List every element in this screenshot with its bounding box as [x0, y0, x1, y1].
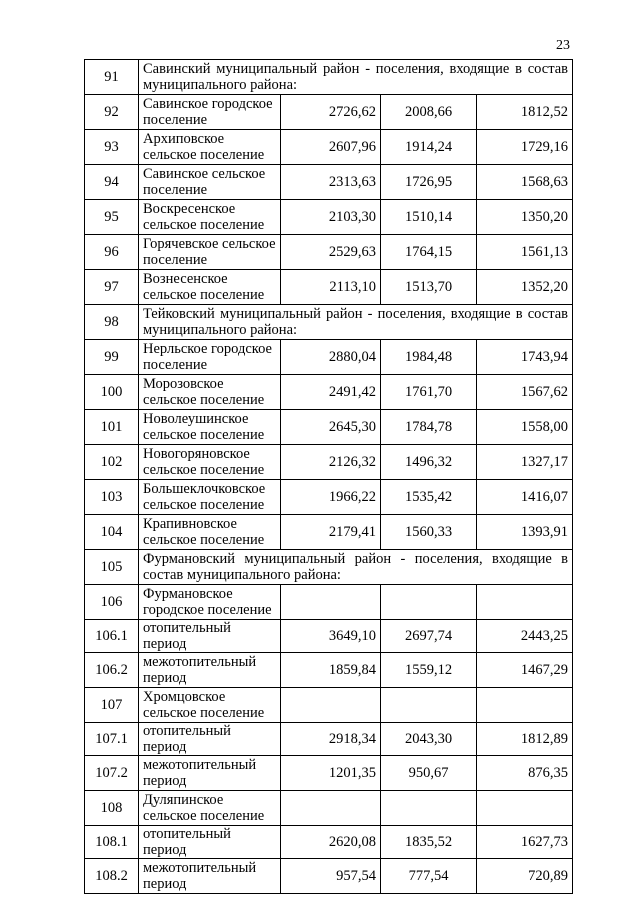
value-cell-3: 1729,16	[477, 130, 573, 165]
settlement-name: Савинское сельское поселение	[139, 165, 281, 200]
settlement-name: Крапивновское сельское поселение	[139, 515, 281, 550]
row-number: 91	[85, 60, 139, 95]
row-number: 92	[85, 95, 139, 130]
row-number: 94	[85, 165, 139, 200]
value-cell-2: 1761,70	[381, 375, 477, 410]
settlement-name: отопительный период	[139, 723, 281, 756]
value-cell-2: 1784,78	[381, 410, 477, 445]
table-row	[85, 340, 573, 375]
value-cell-3	[477, 791, 573, 826]
settlement-name: Дуляпинское сельское поселение	[139, 791, 281, 826]
row-number: 93	[85, 130, 139, 165]
value-cell-1	[281, 585, 381, 620]
value-cell-1	[281, 791, 381, 826]
table-row	[85, 515, 573, 550]
value-cell-2: 1835,52	[381, 826, 477, 859]
settlement-name: Новолеушинское сельское поселение	[139, 410, 281, 445]
value-cell-2	[381, 791, 477, 826]
row-number: 104	[85, 515, 139, 550]
value-cell-3	[477, 585, 573, 620]
row-number: 101	[85, 410, 139, 445]
value-cell-3: 1567,62	[477, 375, 573, 410]
row-number: 95	[85, 200, 139, 235]
value-cell-2: 1535,42	[381, 480, 477, 515]
value-cell-1: 1966,22	[281, 480, 381, 515]
value-cell-1: 2126,32	[281, 445, 381, 480]
settlement-name: Вознесенское сельское поселение	[139, 270, 281, 305]
row-number: 103	[85, 480, 139, 515]
settlement-name: Фурмановское городское поселение	[139, 585, 281, 620]
settlement-name: Хромцовское сельское поселение	[139, 688, 281, 723]
value-cell-1: 2918,34	[281, 723, 381, 756]
row-number: 108	[85, 791, 139, 826]
value-cell-3: 1467,29	[477, 653, 573, 688]
value-cell-2	[381, 585, 477, 620]
table-row	[85, 756, 573, 791]
table-row	[85, 270, 573, 305]
value-cell-1: 2529,63	[281, 235, 381, 270]
value-cell-2: 2043,30	[381, 723, 477, 756]
page-number: 23	[556, 38, 570, 53]
value-cell-1: 2179,41	[281, 515, 381, 550]
value-cell-1: 2607,96	[281, 130, 381, 165]
table-row	[85, 95, 573, 130]
settlement-name: отопительный период	[139, 620, 281, 653]
table-row	[85, 480, 573, 515]
table-row	[85, 305, 573, 340]
table-row	[85, 200, 573, 235]
row-number: 108.2	[85, 859, 139, 894]
value-cell-3: 1350,20	[477, 200, 573, 235]
settlement-name: Большеклочковское сельское поселение	[139, 480, 281, 515]
settlement-name: Архиповское сельское поселение	[139, 130, 281, 165]
row-number: 107	[85, 688, 139, 723]
value-cell-2: 1726,95	[381, 165, 477, 200]
settlement-name: Нерльское городское поселение	[139, 340, 281, 375]
value-cell-1: 957,54	[281, 859, 381, 894]
value-cell-3: 720,89	[477, 859, 573, 894]
value-cell-2: 1559,12	[381, 653, 477, 688]
value-cell-2: 950,67	[381, 756, 477, 791]
row-number: 99	[85, 340, 139, 375]
table-row	[85, 653, 573, 688]
settlement-name: Савинское городское поселение	[139, 95, 281, 130]
value-cell-3: 1416,07	[477, 480, 573, 515]
table-row	[85, 688, 573, 723]
tariff-table	[84, 59, 573, 894]
value-cell-1: 2103,30	[281, 200, 381, 235]
row-number: 107.2	[85, 756, 139, 791]
value-cell-1: 2313,63	[281, 165, 381, 200]
table-row	[85, 859, 573, 894]
value-cell-1: 2726,62	[281, 95, 381, 130]
value-cell-2: 2008,66	[381, 95, 477, 130]
table-row	[85, 410, 573, 445]
table-row	[85, 235, 573, 270]
row-number: 107.1	[85, 723, 139, 756]
value-cell-3: 1743,94	[477, 340, 573, 375]
table-row	[85, 165, 573, 200]
value-cell-3: 1558,00	[477, 410, 573, 445]
value-cell-2: 1984,48	[381, 340, 477, 375]
district-heading: Фурмановский муниципальный район - поселения, входящие в состав муниципального района:	[139, 550, 573, 585]
value-cell-2: 1764,15	[381, 235, 477, 270]
value-cell-1: 1201,35	[281, 756, 381, 791]
value-cell-1	[281, 688, 381, 723]
settlement-name: Горячевское сельское поселение	[139, 235, 281, 270]
value-cell-3: 1812,52	[477, 95, 573, 130]
value-cell-3: 1352,20	[477, 270, 573, 305]
table-row	[85, 620, 573, 653]
row-number: 100	[85, 375, 139, 410]
table-row	[85, 550, 573, 585]
district-heading: Тейковский муниципальный район - поселения, входящие в состав муниципального района:	[139, 305, 573, 340]
value-cell-2	[381, 688, 477, 723]
row-number: 97	[85, 270, 139, 305]
settlement-name: Новогоряновское сельское поселение	[139, 445, 281, 480]
value-cell-2: 1496,32	[381, 445, 477, 480]
row-number: 98	[85, 305, 139, 340]
table-row	[85, 826, 573, 859]
value-cell-2: 1560,33	[381, 515, 477, 550]
row-number: 105	[85, 550, 139, 585]
value-cell-3: 1327,17	[477, 445, 573, 480]
settlement-name: Морозовское сельское поселение	[139, 375, 281, 410]
table-body	[85, 60, 573, 894]
value-cell-1: 2880,04	[281, 340, 381, 375]
value-cell-1: 2113,10	[281, 270, 381, 305]
value-cell-1: 2491,42	[281, 375, 381, 410]
value-cell-1: 1859,84	[281, 653, 381, 688]
table-row	[85, 723, 573, 756]
row-number: 102	[85, 445, 139, 480]
row-number: 106.2	[85, 653, 139, 688]
row-number: 96	[85, 235, 139, 270]
value-cell-3: 1393,91	[477, 515, 573, 550]
settlement-name: межотопительный период	[139, 859, 281, 894]
row-number: 106.1	[85, 620, 139, 653]
table-row	[85, 130, 573, 165]
settlement-name: Воскресенское сельское поселение	[139, 200, 281, 235]
value-cell-3: 1812,89	[477, 723, 573, 756]
row-number: 108.1	[85, 826, 139, 859]
district-heading: Савинский муниципальный район - поселения, входящие в состав муниципального района:	[139, 60, 573, 95]
table-row	[85, 375, 573, 410]
settlement-name: межотопительный период	[139, 653, 281, 688]
value-cell-3: 1561,13	[477, 235, 573, 270]
value-cell-2: 777,54	[381, 859, 477, 894]
value-cell-3: 2443,25	[477, 620, 573, 653]
value-cell-1: 3649,10	[281, 620, 381, 653]
table-row	[85, 445, 573, 480]
row-number: 106	[85, 585, 139, 620]
value-cell-1: 2620,08	[281, 826, 381, 859]
value-cell-2: 1914,24	[381, 130, 477, 165]
value-cell-3	[477, 688, 573, 723]
value-cell-2: 1513,70	[381, 270, 477, 305]
table-row	[85, 60, 573, 95]
value-cell-1: 2645,30	[281, 410, 381, 445]
value-cell-3: 1568,63	[477, 165, 573, 200]
value-cell-3: 876,35	[477, 756, 573, 791]
value-cell-3: 1627,73	[477, 826, 573, 859]
value-cell-2: 2697,74	[381, 620, 477, 653]
settlement-name: межотопительный период	[139, 756, 281, 791]
settlement-name: отопительный период	[139, 826, 281, 859]
table-row	[85, 585, 573, 620]
table-row	[85, 791, 573, 826]
value-cell-2: 1510,14	[381, 200, 477, 235]
